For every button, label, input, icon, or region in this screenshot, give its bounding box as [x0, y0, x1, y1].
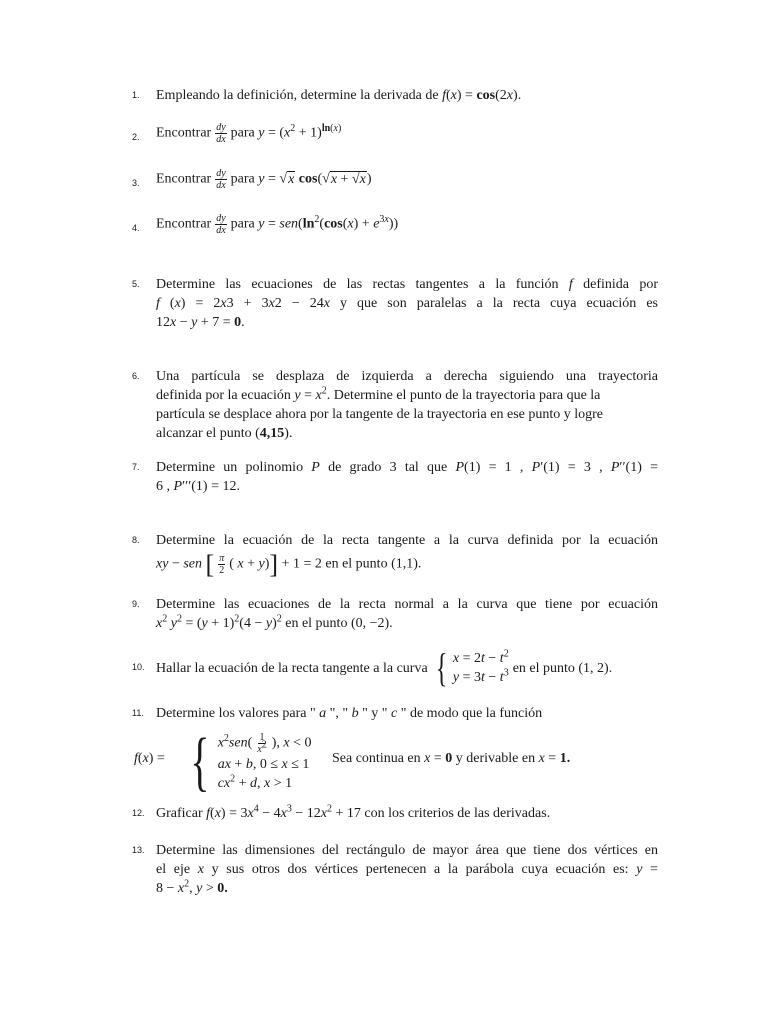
exercise-text: Determine las dimensiones del rectángulo de mayor área que tiene dos vértices en el eje x y sus otros dos vértices pertenecen a la parábola cuya ecuación es: y = $8 - x^2$, y > 0.	[156, 843, 658, 896]
exercise-text: Determine las ecuaciones de la recta normal a la curva que tiene por ecuación $x^2$ $y^2 = (y + 1)^2(4 - y)^2$ en el punto (0, −2).	[156, 597, 658, 631]
item-number: 10.	[132, 662, 145, 672]
exercise-text: Determine las ecuaciones de las rectas tangentes a la función f definida por f (x) = 2x3 + 3x2 − 24x y que son paralelas a la recta cuya ecuación es 12x − y + 7 = 0.	[156, 277, 659, 330]
item-number: 8.	[132, 535, 140, 545]
exercise-text: Hallar la ecuación de la recta tangente a la curva { $x = 2t - t^2$ $y = 3t - t^3$ en el punto (1, 2).	[156, 645, 613, 690]
item-number: 9.	[132, 599, 140, 609]
exercise-text: Encontrar $\frac{dy}{dx}$ para $y = (x^2 + 1)^{ln(x)}$	[156, 122, 342, 145]
exercise-text: Empleando la definición, determine la derivada de f(x) = cos(2x).	[156, 88, 522, 103]
item-number: 11.	[132, 708, 144, 718]
exercise-text: Encontrar $\frac{dy}{dx}$ para y = √x cos(√x + √x)	[156, 168, 372, 191]
item-number: 7.	[132, 462, 140, 472]
piecewise-function: f(x) = { $x^2sen$( $\frac{1}{x^2}$ ), x < 0 ax + b, 0 ≤ x ≤ 1 $cx^2 + d$, x > 1 Sea continua en x = 0 y derivable en x = 1.	[134, 725, 571, 798]
item-number: 3.	[132, 178, 140, 188]
item-number: 13.	[132, 845, 145, 855]
item-number: 1.	[132, 90, 140, 100]
exercise-text: Graficar $f(x) = 3x^4 - 4x^3 - 12x^2 + 17$ con los criterios de las derivadas.	[156, 803, 551, 821]
item-number: 4.	[132, 223, 140, 233]
item-number: 6.	[132, 371, 140, 381]
item-number: 2.	[132, 132, 140, 142]
item-number: 5.	[132, 279, 140, 289]
exercise-text: Determine un polinomio P de grado 3 tal que P(1) = 1 , P′(1) = 3 , P′′(1) = 6 , P′′′(1) = 12.	[156, 460, 658, 494]
exercise-text: Determine los valores para " a ", " b " y " c " de modo que la función	[156, 706, 543, 721]
exercise-text: Encontrar $\frac{dy}{dx}$ para $y = sen(\ln^2(\cos(x) + e^{3x}))$	[156, 213, 399, 236]
exercise-text: Una partícula se desplaza de izquierda a derecha siguiendo una trayectoria definida por la ecuación $y = x^2$. Determine el punto de la trayectoria para que la partícula se desplace ahora por la tangente de la trayectoria en ese punto y logre alcanzar el punto (4,15).	[156, 369, 658, 441]
item-number: 12.	[132, 808, 145, 818]
exercise-text: Determine la ecuación de la recta tangente a la curva definida por la ecuación xy − sen [ $\frac{\pi}{2}$ ( x + y)] + 1 = 2 en el punto (1,1).	[156, 533, 658, 579]
